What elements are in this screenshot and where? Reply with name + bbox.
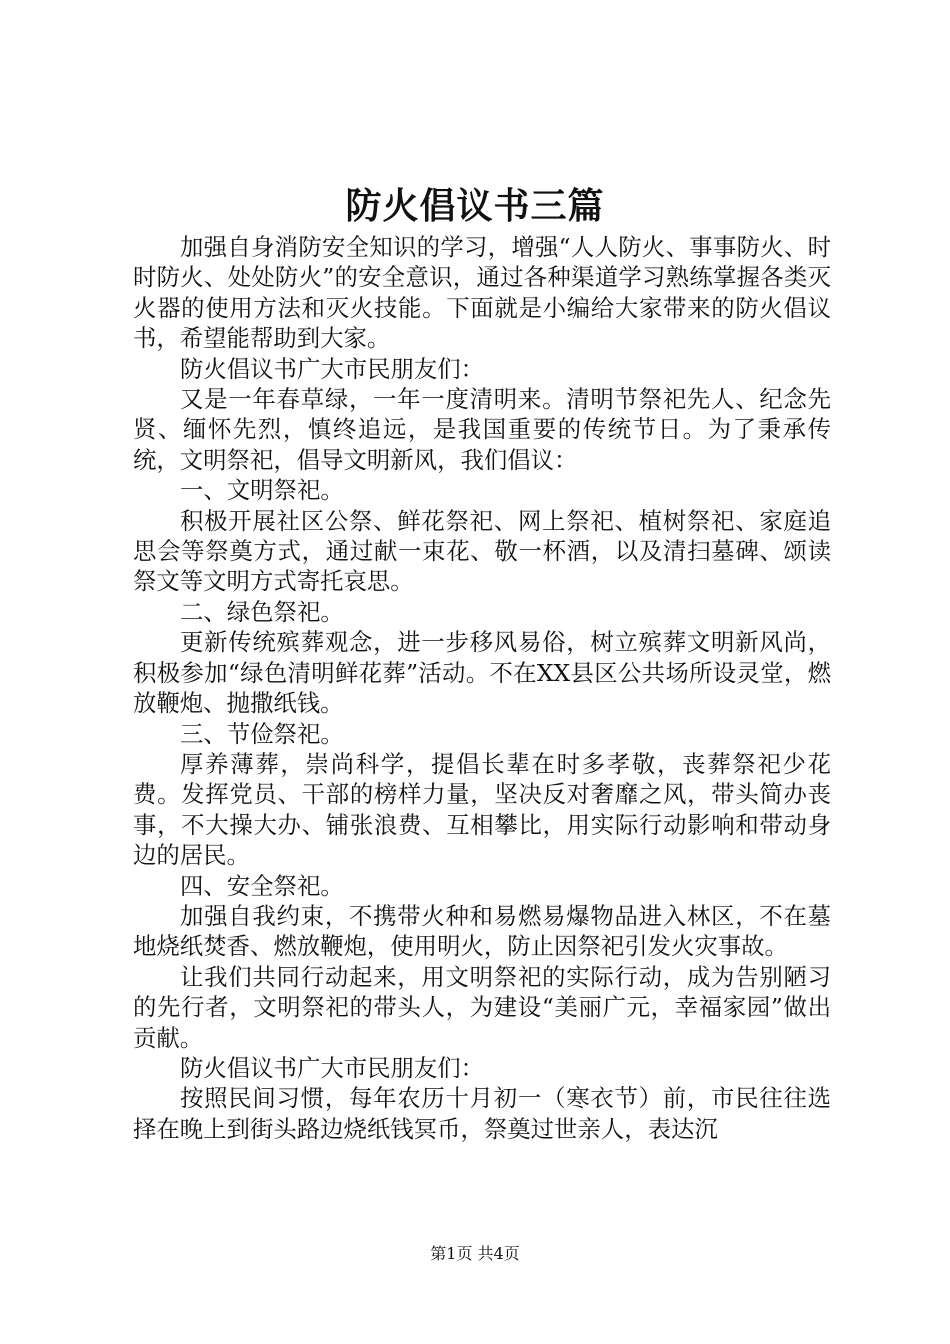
section-heading: 三、节俭祭祀。 — [180, 719, 344, 748]
paragraph-salutation: 防火倡议书广大市民朋友们： — [180, 1053, 485, 1082]
paragraph: 更新传统殡葬观念，进一步移风易俗，树立殡葬文明新风尚，积极参加“绿色清明鲜花葬”活动。不在XX县区公共场所设灵堂，燃放鞭炮、抛撒纸钱。 — [133, 628, 831, 718]
paragraph: 加强自我约束，不携带火种和易燃易爆物品进入林区，不在墓地烧纸焚香、燃放鞭炮，使用明火，防止因祭祀引发火灾事故。 — [133, 901, 831, 961]
section-heading: 一、文明祭祀。 — [180, 476, 344, 505]
section-heading: 二、绿色祭祀。 — [180, 597, 344, 626]
paragraph-salutation: 防火倡议书广大市民朋友们： — [180, 354, 485, 383]
page-number-footer: 第1页 共4页 — [430, 1244, 520, 1263]
paragraph: 厚养薄葬，崇尚科学，提倡长辈在时多孝敬，丧葬祭祀少花费。发挥党员、干部的榜样力量，坚决反对奢靡之风，带头简办丧事，不大操大办、铺张浪费、互相攀比，用实际行动影响和带动身边的居民。 — [133, 749, 831, 870]
paragraph: 积极开展社区公祭、鲜花祭祀、网上祭祀、植树祭祀、家庭追思会等祭奠方式，通过献一束花、敬一杯酒，以及清扫墓碑、颂读祭文等文明方式寄托哀思。 — [133, 506, 831, 596]
document-body — [133, 232, 831, 1144]
paragraph-closing: 让我们共同行动起来，用文明祭祀的实际行动，成为告别陋习的先行者，文明祭祀的带头人，为建设“美丽广元，幸福家园”做出贡献。 — [133, 962, 831, 1052]
paragraph-intro: 加强自身消防安全知识的学习，增强“人人防火、事事防火、时时防火、处处防火”的安全意识，通过各种渠道学习熟练掌握各类灭火器的使用方法和灭火技能。下面就是小编给大家带来的防火倡议书，希望能帮助到大家。 — [133, 233, 831, 353]
document-title: 防火倡议书三篇 — [345, 185, 605, 227]
paragraph: 按照民间习惯，每年农历十月初一（寒衣节）前，市民往往选择在晚上到街头路边烧纸钱冥币，祭奠过世亲人，表达沉 — [133, 1084, 831, 1143]
section-heading: 四、安全祭祀。 — [180, 871, 344, 900]
paragraph-qingming: 又是一年春草绿，一年一度清明来。清明节祭祀先人、纪念先贤、缅怀先烈，慎终追远，是我国重要的传统节日。为了秉承传统，文明祭祀，倡导文明新风，我们倡议： — [133, 385, 831, 474]
